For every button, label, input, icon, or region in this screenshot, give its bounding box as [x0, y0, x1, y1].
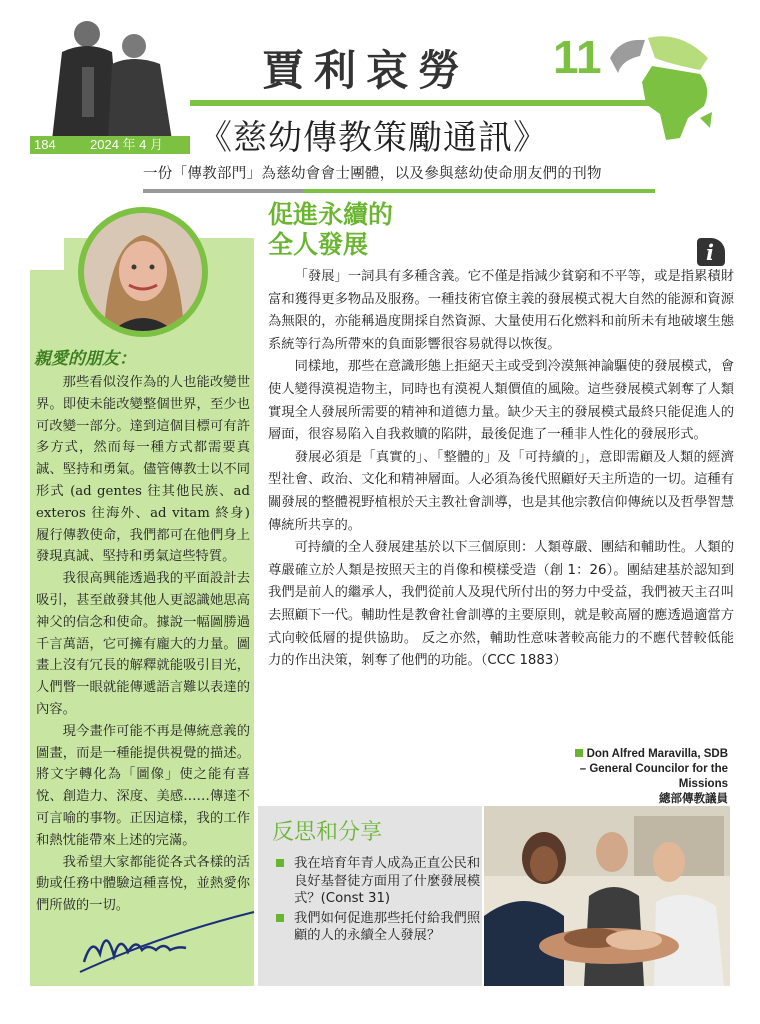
magazine-title: 賈利哀勞 [262, 46, 471, 95]
letter-body [36, 372, 250, 917]
letter-greeting: 親愛的朋友： [34, 349, 136, 369]
info-icon-letter: i [706, 240, 714, 265]
letter-paragraph: 現今畫作可能不再是傳統意義的圖畫，而是一種能提供視覺的描述。將文字轉化為「圖像」使之能有喜悅、創造力、深度、美感……傳達不可言喻的事物。正因這樣，我的工作和熱忱能帶來上述的完滿。 [36, 723, 250, 848]
youth-group-photo [484, 806, 730, 986]
globe-logo [600, 18, 730, 148]
article-title-line: 全人發展 [268, 230, 369, 259]
issue-number: 184 [34, 137, 56, 152]
author-credit [470, 747, 728, 807]
magazine-subtitle: 《慈幼傳教策勵通訊》 [198, 118, 548, 158]
author-avatar [84, 213, 202, 331]
founders-photo [42, 12, 182, 140]
article-paragraph: 發展必須是「真實的」、「整體的」及「可持續的」，意即需顧及人類的經濟型社會、政治、文化和精神層面。人必須為後代照顧好天主所造的一切。這種有關發展的整體視野植根於天主教社會訓導，也是其他宗教信仰傳統以及哲學智慧傳統所共享的。 [268, 449, 734, 533]
green-square-icon [276, 859, 284, 867]
reflect-item-text: 我在培育年青人成為正直公民和良好基督徒方面用了什麼發展模式？(Const 31) [294, 856, 481, 906]
letter-paragraph: 我很高興能透過我的平面設計去吸引，甚至啟發其他人更認識她思高神父的信念和使命。據說一幅圖勝過千言萬語，它可擁有龐大的力量。圖畫上沒有冗長的解釋就能吸引目光，人們瞥一眼就能傳遞語言難以表達的內容。 [36, 571, 250, 717]
article-paragraph: 「發展」一詞具有多種含義。它不僅是指減少貧窮和不平等，或是指累積財富和獲得更多物品及服務。一種技術官僚主義的發展模式視大自然的能源和資源為無限的，亦能稱過度開採自然資源、大量使用石化燃料和前所未有地破壞生態系統等行為所帶來的負面影響很容易就得以恢復。 [268, 269, 734, 352]
reflect-title: 反思和分享 [272, 820, 383, 845]
reflect-item [272, 910, 482, 945]
author-role: – General Councilor for the [579, 763, 728, 775]
info-icon [697, 238, 725, 266]
author-role-chinese: 總部傳教議員 [659, 793, 728, 805]
reflect-list [272, 855, 482, 947]
article-paragraph: 同樣地，那些在意識形態上拒絕天主或受到冷漠無神論驅使的發展模式，會使人變得漠視造物主，同時也有漠視人類價值的風險。這些發展模式剝奪了人類實現全人發展所需要的精神和道德力量。缺少天主的發展模式最終只能促進人的層面，很容易陷入自我救贖的陷阱，最後促進了一種非人性化的發展形式。 [268, 359, 734, 443]
magazine-title-number: 11 [553, 31, 602, 83]
green-square-icon [575, 749, 583, 757]
article-paragraph: 可持續的全人發展建基於以下三個原則：人類尊嚴、團結和輔助性。人類的尊嚴確立於人類是按照天主的肖像和模樣受造（創 1：26）。團結建基於認知到我們是前人的繼承人，我們從前人及現代所付出的努力中受益，我們被天主召叫去照顧下一代。輔助性是教會社會訓導的主要原則，就是較高層的應透過適當方式向較低層的提供協助。 反之亦然，輔助性意味著較高能力的不應代替較低能力的作出決策，剝奪了他們的功能。（CCC 1883） [268, 540, 734, 669]
article-body [268, 266, 734, 673]
signature [78, 906, 258, 976]
author-role: Missions [678, 778, 728, 790]
article-title-line: 促進永續的 [268, 200, 394, 229]
title-underline-bar [190, 100, 660, 106]
issue-date: 2024 年 4 月 [90, 137, 163, 152]
tagline: 一份「傳教部門」為慈幼會會士團體，以及參與慈幼使命朋友們的刊物 [143, 166, 602, 182]
reflect-item [272, 855, 482, 908]
article-title [268, 200, 393, 260]
green-square-icon [276, 914, 284, 922]
reflect-item-text: 我們如何促進那些托付給我們照顧的人的永續全人發展？ [294, 910, 481, 943]
letter-paragraph: 我希望大家都能從各式各樣的活動或任務中體驗這種喜悅，並熱愛你們所做的一切。 [36, 854, 250, 914]
tagline-rule-green [303, 189, 655, 193]
tagline-rule-grey [143, 189, 303, 193]
letter-paragraph: 那些看似沒作為的人也能改變世界。即使未能改變整個世界，至少也可改變一部分。達到這個目標可有許多方式，然而每一種方式都需要真誠、堅持和勇氣。儘管傳教士以不同形式 (ad gentes 往其他民族、ad exteros 往海外、ad vitam 終身) 履行傳教使命，我們都可在他們身上發現真誠、堅持和勇氣這些特質。 [36, 375, 250, 565]
author-name: Don Alfred Maravilla, SDB [586, 748, 728, 760]
